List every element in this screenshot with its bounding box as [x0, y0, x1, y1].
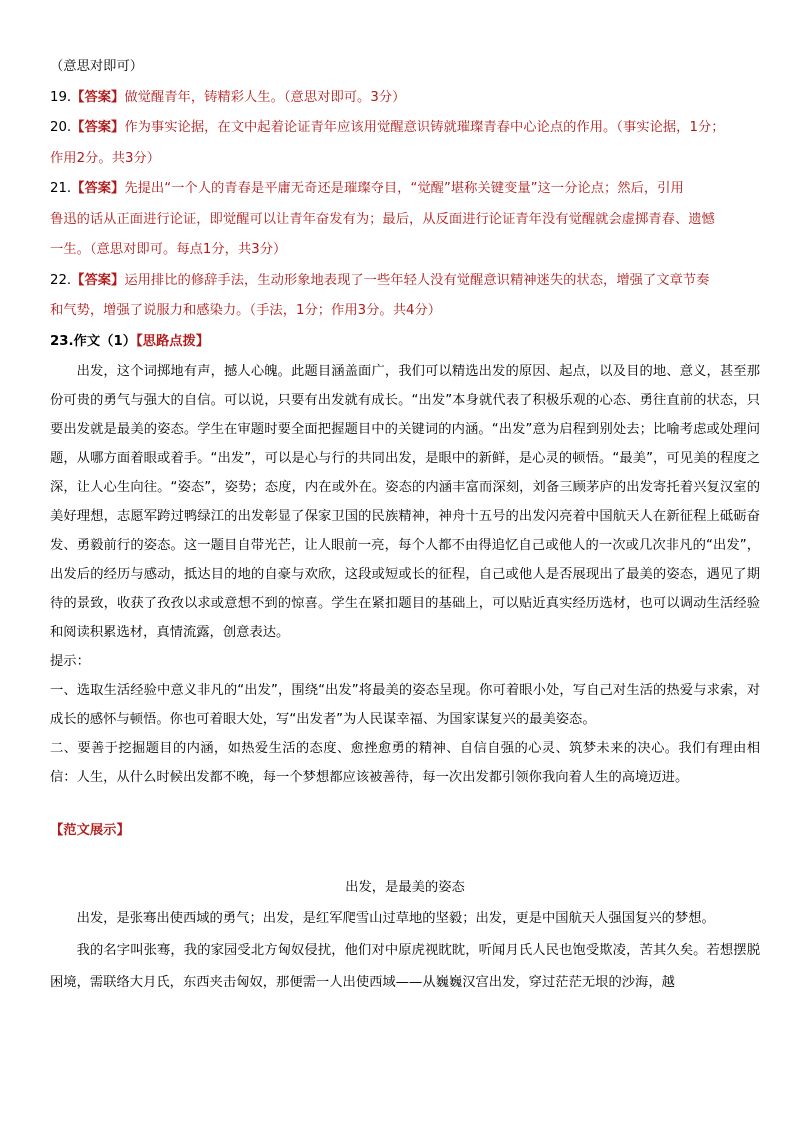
- answer-22: [50, 266, 760, 327]
- answer-tag: 【答案】: [71, 272, 125, 288]
- guidance-tag: 【思路点拨】: [136, 333, 210, 349]
- answer-tag: 【答案】: [71, 89, 125, 105]
- hint-item-1: 一、选取生活经验中意义非凡的“出发”，围绕“出发”将最美的姿态呈现。你可着眼小处，写自己对生活的热爱与求索，对成长的感怀与顿悟。你也可着眼大处，写“出发者”为人民谋幸福、为国家谋复兴的最美姿态。: [50, 683, 760, 727]
- question-number: 20.: [50, 120, 72, 135]
- essay-paragraph-1: 出发，是张骞出使西域的勇气；出发，是红军爬雪山过草地的坚毅；出发，更是中国航天人强国复兴的梦想。: [76, 910, 715, 926]
- answer-19: [50, 83, 760, 114]
- hint-item-2: 二、要善于挖掘题目的内涵，如热爱生活的态度、愈挫愈勇的精神、自信自强的心灵、筑梦未来的决心。我们有理由相信：人生，从什么时候出发都不晚，每一个梦想都应该被善待，每一次出发都引领你我向着人生的高境迈进。: [50, 741, 760, 785]
- question-number: 19.: [50, 89, 72, 105]
- document-page: [50, 52, 760, 999]
- answer-tag: 【答案】: [71, 181, 125, 196]
- question-23-label: 23.作文（1）: [50, 333, 136, 349]
- answer-text: 运用排比的修辞手法，生动形象地表现了一些年轻人没有觉醒意识精神迷失的状态，增强了文章节奏: [124, 272, 710, 288]
- answer-text: 和气势，增强了说服力和感染力。（手法，1分；作用3分。共4分）: [50, 303, 442, 318]
- answer-text: 一生。（意思对即可。每点1分，共3分）: [50, 242, 287, 257]
- question-number: 21.: [50, 181, 72, 196]
- answer-21: [50, 174, 760, 266]
- question-number: 22.: [50, 272, 72, 288]
- answer-text: 做觉醒青年，铸精彩人生。（意思对即可。3分）: [124, 89, 406, 105]
- answer-tag: 【答案】: [71, 120, 125, 135]
- answer-text: 作为事实论据，在文中起着论证青年应该用觉醒意识铸就璀璨青春中心论点的作用。（事实论据，1分；: [124, 120, 725, 135]
- essay-paragraph-2: 我的名字叫张骞，我的家园受北方匈奴侵扰，他们对中原虎视眈眈，听闻月氏人民也饱受欺凌，苦其久矣。若想摆脱困境，需联络大月氏，东西夹击匈奴，那便需一人出使西域——从巍巍汉宫出发，穿过茫茫无垠的沙海，越: [50, 942, 760, 990]
- guidance-paragraph: 出发，这个词掷地有声，撼人心魄。此题目涵盖面广，我们可以精选出发的原因、起点，以及目的地、意义，甚至那份可贵的勇气与强大的自信。可以说，只要有出发就有成长。“出发”本身就代表了积极乐观的心态、勇往直前的状态，只要出发就是最美的姿态。学生在审题时要全面把握题目中的关键词的内涵。“出发”意为启程到别处去；比喻考虑或处理问题，从哪方面着眼或着手。“出发”，可以是心与行的共同出发，是眼中的新鲜，是心灵的顿悟。“最美”，可见美的程度之深，让人心生向往。“姿态”，姿势；态度，内在或外在。姿态的内涵丰富而深刻，刘备三顾茅庐的出发寄托着兴复汉室的美好理想，志愿军跨过鸭绿江的出发彰显了保家卫国的民族精神，神舟十五号的出发闪亮着中国航天人在新征程上砥砺奋发、勇毅前行的姿态。这一题目自带光芒，让人眼前一亮，每个人都不由得追忆自己或他人的一次或几次非凡的“出发”，出发后的经历与感动，抵达目的地的自豪与欢欣，这段或短或长的征程，自己或他人是否展现出了最美的姿态，遇见了期待的景致，收获了孜孜以求或意想不到的惊喜。学生在紧扣题目的基础上，可以贴近真实经历选材，也可以调动生活经验和阅读积累选材，真情流露，创意表达。: [50, 364, 760, 640]
- answer-20: [50, 113, 760, 174]
- answer-text: 先提出“一个人的青春是平庸无奇还是璀璨夺目，“觉醒”堪称关键变量”这一分论点；然后，引用: [124, 181, 684, 196]
- question-23-heading: [50, 327, 760, 358]
- answer-text: 鲁迅的话从正面进行论证，即觉醒可以让青年奋发有为；最后，从反面进行论证青年没有觉醒就会虚掷青春、遗憾: [50, 211, 715, 227]
- hint-label: 提示：: [50, 654, 90, 669]
- answer-text: 作用2分。共3分）: [50, 150, 160, 166]
- sample-essay-tag: 【范文展示】: [50, 823, 130, 838]
- top-note: （意思对即可）: [50, 59, 144, 74]
- essay-title: 出发，是最美的姿态: [345, 879, 465, 895]
